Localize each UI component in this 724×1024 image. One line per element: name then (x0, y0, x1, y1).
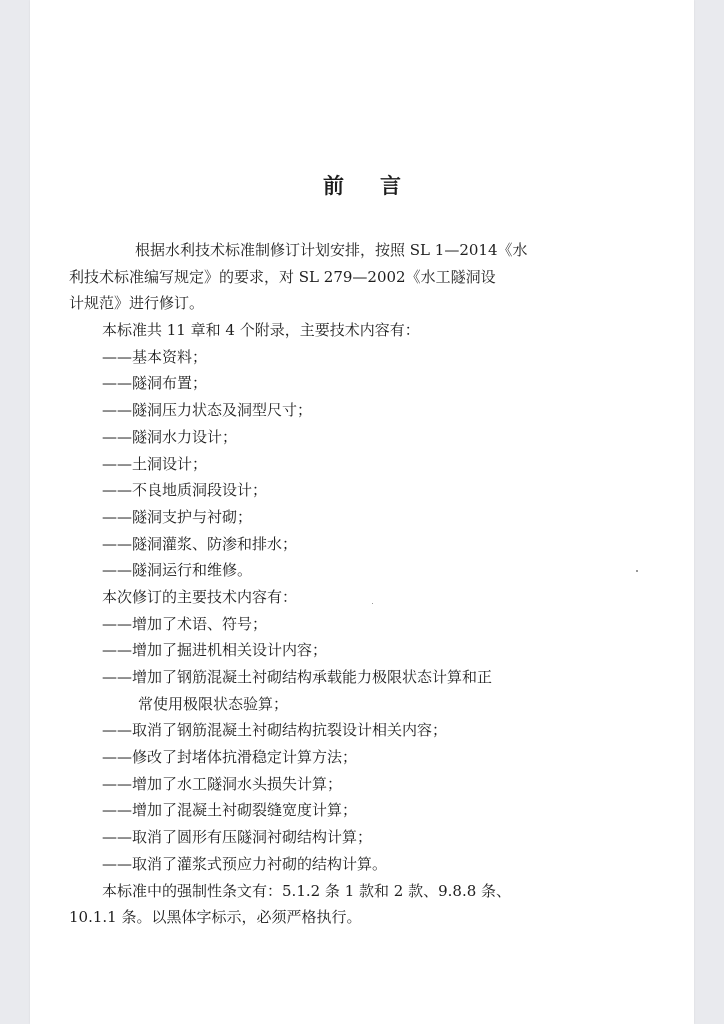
list-item: ——土洞设计； (102, 454, 208, 473)
list-item: ——隧洞布置； (102, 374, 208, 393)
list-item: ——基本资料； (102, 347, 208, 366)
list-item: ——取消了圆形有压隧洞衬砌结构计算； (102, 828, 373, 847)
list-item: ——隧洞运行和维修。 (102, 561, 253, 580)
document-page (30, 0, 694, 1024)
paragraph-line: 10.1.1 条。以黑体字标示，必须严格执行。 (69, 908, 362, 927)
paragraph-line: 本次修订的主要技术内容有： (102, 587, 298, 606)
paragraph-line: 本标准共 11 章和 4 个附录，主要技术内容有： (102, 321, 420, 340)
paragraph-line: 本标准中的强制性条文有：5.1.2 条 1 款和 2 款、9.8.8 条、 (102, 881, 512, 900)
paragraph-line: 根据水利技术标准制修订计划安排，按照 SL 1—2014《水 (135, 241, 528, 259)
list-item: ——增加了混凝土衬砌裂缝宽度计算； (102, 801, 358, 820)
list-item: ——增加了术语、符号； (102, 614, 268, 633)
list-item: ——隧洞灌浆、防渗和排水； (102, 534, 298, 553)
list-item: ——增加了掘进机相关设计内容； (102, 641, 328, 660)
list-item: ——取消了钢筋混凝土衬砌结构抗裂设计相关内容； (102, 721, 448, 740)
list-item: ——隧洞支护与衬砌； (102, 507, 253, 526)
page-title: 前言 (323, 174, 437, 198)
list-item: ——增加了水工隧洞水头损失计算； (102, 774, 343, 793)
paragraph-line: 利技术标准编写规定》的要求，对 SL 279—2002《水工隧洞设 (69, 267, 496, 286)
list-item-continuation: 常使用极限状态验算； (138, 694, 289, 713)
list-item: ——取消了灌浆式预应力衬砌的结构计算。 (102, 854, 388, 873)
list-item: ——隧洞水力设计； (102, 427, 238, 446)
paragraph-line: 计规范》进行修订。 (69, 294, 205, 313)
preface-body (69, 237, 614, 931)
list-item: ——修改了封堵体抗滑稳定计算方法； (102, 748, 358, 767)
list-item: ——隧洞压力状态及洞型尺寸； (102, 401, 313, 420)
list-item: ——增加了钢筋混凝土衬砌结构承载能力极限状态计算和正 (102, 668, 493, 686)
scan-speck (372, 603, 373, 604)
scan-speck (636, 570, 638, 572)
list-item: ——不良地质洞段设计； (102, 481, 268, 500)
